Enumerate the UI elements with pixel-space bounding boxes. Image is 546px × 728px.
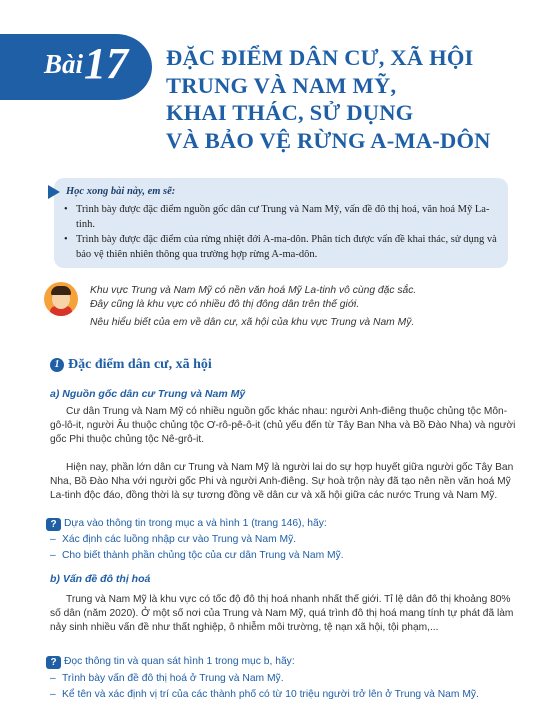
intro-question: Nêu hiểu biết của em về dân cư, xã hội của khu vực Trung và Nam Mỹ.: [90, 317, 415, 328]
student-mascot-icon: [44, 282, 78, 316]
question-icon: ?: [46, 656, 61, 669]
lesson-badge: [0, 34, 152, 100]
task-item: – Cho biết thành phần chủng tộc của cư dân Trung và Nam Mỹ.: [50, 550, 344, 561]
title-line: VÀ BẢO VỆ RỪNG A-MA-DÔN: [166, 127, 491, 153]
learning-objectives-box: [54, 178, 508, 268]
section-heading: 1 Đặc điểm dân cư, xã hội: [50, 357, 212, 373]
lesson-word: Bài: [44, 49, 84, 79]
objectives-list: [62, 202, 502, 262]
title-line: TRUNG VÀ NAM MỸ,: [166, 72, 397, 98]
lesson-number: 17: [84, 39, 128, 88]
task-item: – Xác định các luồng nhập cư vào Trung và Nam Mỹ.: [50, 534, 297, 545]
title-line: ĐẶC ĐIỂM DÂN CƯ, XÃ HỘI: [166, 45, 474, 70]
question-row: ? Dựa vào thông tin trong mục a và hình 1 (trang 146), hãy:: [46, 518, 327, 531]
task-item: – Trình bày vấn đề đô thị hoá ở Trung và Nam Mỹ.: [50, 673, 284, 684]
section-number: 1: [50, 358, 64, 372]
subsection-b-heading: b) Vấn đề đô thị hoá: [50, 573, 151, 585]
paragraph: Trung và Nam Mỹ là khu vực có tốc độ đô thị hoá nhanh nhất thế giới. Tỉ lệ dân đô thị khoảng 80% số dân (năm 2020). Ở một số nơi của Trung và Nam Mỹ, quá trình đô thị hoá mang tính tự phát đã làm nảy sinh nhiều vấn đề như thất nghiệp, ô nhiễm môi trường, tệ nạn xã hội, tội phạm,...: [50, 594, 514, 633]
lesson-header: [0, 0, 546, 168]
paragraph: Hiện nay, phần lớn dân cư Trung và Nam Mỹ là người lai do sự hợp huyết giữa người gốc Tây Ban Nha, Bồ Đào Nha với người gốc Phi và người Anh-điêng. Sự hoà trộn này đã tạo nên nền văn hoá Mỹ La-tinh độc đáo, đồng thời là sự tương đồng về dân cư và xã hội giữa các nước Trung và Nam Mỹ.: [50, 462, 514, 501]
objectives-heading: Học xong bài này, em sẽ:: [66, 186, 176, 197]
subsection-a-heading: a) Nguồn gốc dân cư Trung và Nam Mỹ: [50, 388, 246, 400]
intro-box: [50, 282, 520, 338]
intro-line: Đây cũng là khu vực có nhiều đô thị đông dân trên thế giới.: [90, 299, 360, 310]
lesson-title: [166, 44, 536, 154]
question-row: ? Đọc thông tin và quan sát hình 1 trong mục b, hãy:: [46, 656, 295, 669]
question-icon: ?: [46, 518, 61, 531]
intro-text: [90, 284, 520, 330]
triangle-marker-icon: [48, 185, 60, 199]
intro-line: Khu vực Trung và Nam Mỹ có nền văn hoá Mỹ La-tinh vô cùng đặc sắc.: [90, 285, 417, 296]
objective-item: • Trình bày được đặc điểm của rừng nhiệt đới A-ma-dôn. Phân tích được vấn đề khai thác, sử dụng và bảo vệ thiên nhiên thông qua trường hợp rừng A-ma-dôn.: [64, 234, 497, 260]
objective-item: • Trình bày được đặc điểm nguồn gốc dân cư Trung và Nam Mỹ, vấn đề đô thị hoá, văn hoá Mỹ La-tinh.: [64, 204, 490, 230]
paragraph: Cư dân Trung và Nam Mỹ có nhiều nguồn gốc khác nhau: người Anh-điêng thuộc chủng tộc Môn-gô-lô-it, người Âu thuộc chủng tộc Ơ-rô-pê-ô-it (chủ yếu đến từ Tây Ban Nha và Bồ Đào Nha) và người gốc Phi thuộc chủng tộc Nê-grô-it.: [50, 406, 516, 445]
task-item: – Kể tên và xác định vị trí của các thành phố có từ 10 triệu người trở lên ở Trung và Nam Mỹ.: [50, 689, 479, 700]
title-line: KHAI THÁC, SỬ DỤNG: [166, 100, 414, 125]
